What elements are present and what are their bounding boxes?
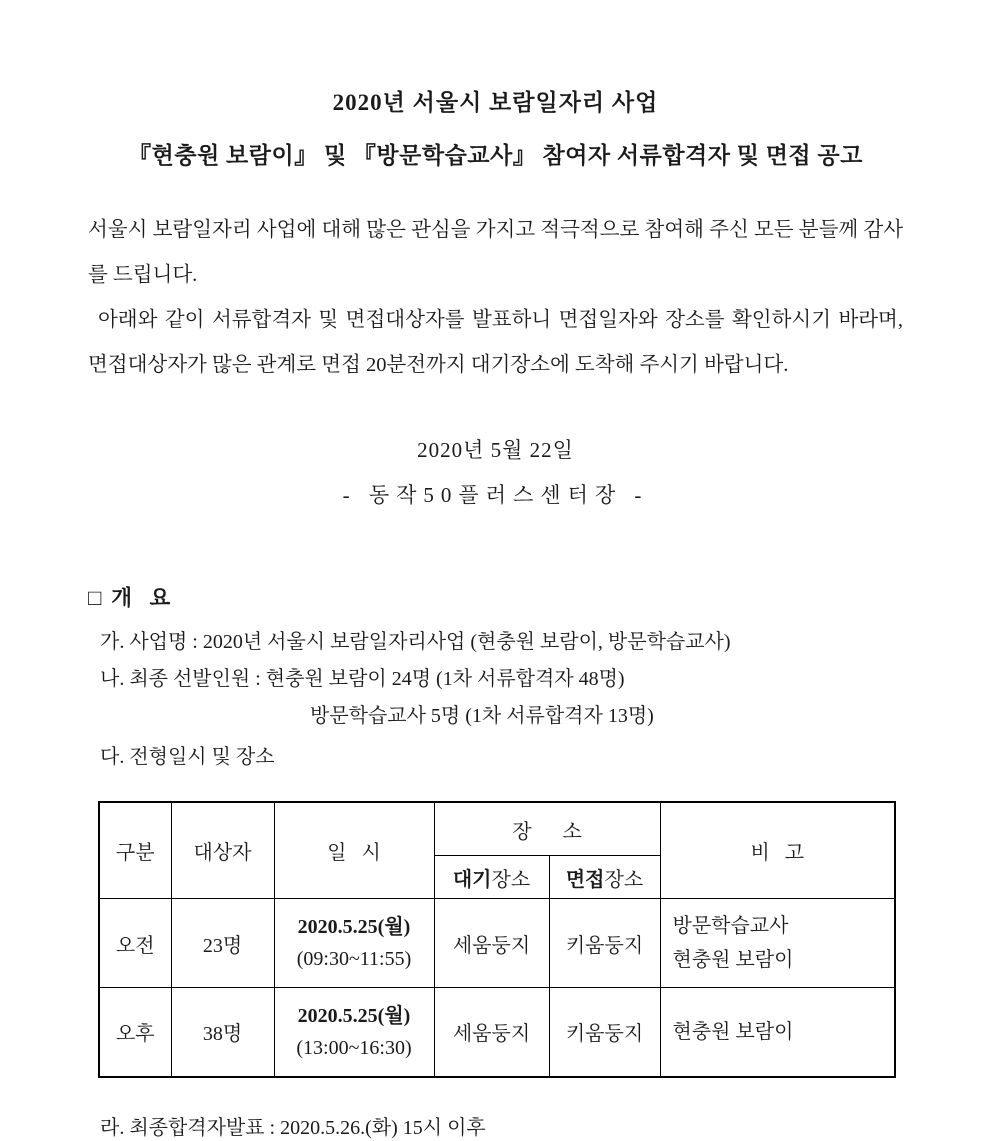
cell-datetime	[274, 899, 434, 988]
cell-datetime	[274, 988, 434, 1077]
cell-waiting-place: 세움둥지	[434, 988, 549, 1077]
note-line-1: 현충원 보람이	[672, 1020, 794, 1043]
document-title-line1: 2020년 서울시 보람일자리 사업	[332, 90, 659, 115]
overview-item-da: 다. 전형일시 및 장소	[100, 746, 275, 768]
document-title-line2: 『현충원 보람이』 및 『방문학습교사』 참여자 서류합격자 및 면접 공고	[128, 143, 863, 168]
overview-heading-text: 개 요	[111, 586, 177, 610]
overview-item-na: 나. 최종 선발인원 : 현충원 보람이 24명 (1차 서류합격자 48명)	[100, 668, 625, 690]
daegi-bold-text: 대기	[452, 868, 492, 891]
cell-date: 2020.5.25(월)	[297, 1004, 411, 1027]
overview-item-na-continued: 방문학습교사 5명 (1차 서류합격자 13명)	[310, 705, 654, 727]
cell-count: 38명	[171, 988, 274, 1077]
overview-item-ra: 라. 최종합격자발표 : 2020.5.26.(화) 15시 이후	[100, 1116, 486, 1139]
cell-gubun: 오후	[99, 988, 171, 1077]
header-cell-jangso: 장 소	[434, 802, 660, 856]
daegi-rest-text: 장소	[491, 868, 531, 891]
cell-time: (13:00~16:30)	[296, 1036, 412, 1059]
header-cell-gubun: 구분	[99, 802, 171, 899]
cell-note	[660, 988, 895, 1077]
table-row-afternoon	[99, 988, 895, 1077]
cell-gubun: 오전	[99, 899, 171, 988]
intro-paragraph-1: 서울시 보람일자리 사업에 대해 많은 관심을 가지고 적극적으로 참여해 주신 모든 분들께 감사를 드립니다.	[88, 219, 903, 286]
header-cell-ilsi: 일 시	[274, 802, 434, 899]
myeonjeop-rest-text: 장소	[604, 868, 644, 891]
cell-note	[660, 899, 895, 988]
cell-count: 23명	[171, 899, 274, 988]
announcement-date: 2020년 5월 22일	[417, 438, 574, 462]
overview-item-ga: 가. 사업명 : 2020년 서울시 보람일자리사업 (현충원 보람이, 방문학습교사)	[100, 631, 731, 653]
signature-line: - 동작50플러스센터장 -	[342, 483, 649, 507]
square-bullet-icon: □	[88, 585, 102, 610]
note-line-1: 방문학습교사	[672, 915, 789, 937]
interview-schedule-table	[98, 801, 896, 1078]
cell-date: 2020.5.25(월)	[297, 916, 411, 938]
note-line-2: 현충원 보람이	[672, 949, 794, 971]
table-header-row-1	[99, 802, 895, 856]
cell-interview-place: 키움둥지	[549, 899, 660, 988]
overview-section-heading	[88, 581, 903, 612]
table-row-morning	[99, 899, 895, 988]
cell-interview-place: 키움둥지	[549, 988, 660, 1077]
header-cell-daesangja: 대상자	[171, 802, 274, 899]
myeonjeop-bold-text: 면접	[565, 868, 605, 891]
header-cell-bigo: 비 고	[660, 802, 895, 899]
intro-paragraph-2: 아래와 같이 서류합격자 및 면접대상자를 발표하니 면접일자와 장소를 확인하시기 바라며, 면접대상자가 많은 관계로 면접 20분전까지 대기장소에 도착해 주시기 바랍니다.	[88, 309, 903, 376]
cell-waiting-place: 세움둥지	[434, 899, 549, 988]
header-cell-daegi-jangso	[434, 856, 549, 899]
cell-time: (09:30~11:55)	[296, 948, 412, 970]
header-cell-myeonjeop-jangso	[549, 856, 660, 899]
